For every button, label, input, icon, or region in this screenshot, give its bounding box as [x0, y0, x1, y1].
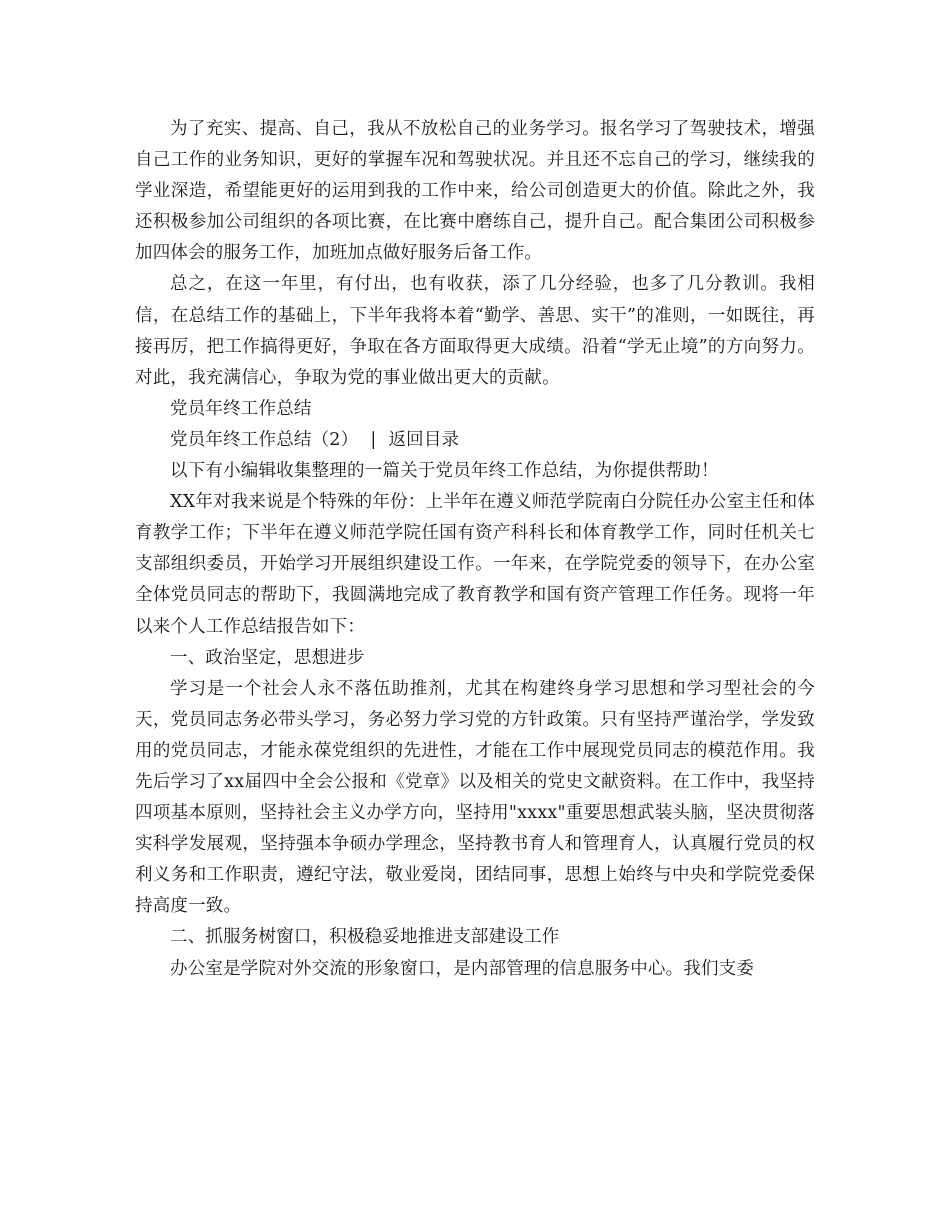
section-heading-service: 二、抓服务树窗口，积极稳妥地推进支部建设工作: [170, 927, 560, 948]
paragraph-office: 办公室是学院对外交流的形象窗口，是内部管理的信息服务中心。我们支委: [170, 958, 755, 979]
document-title: 党员年终工作总结: [170, 398, 312, 419]
subtitle-text: 党员年终工作总结（2）: [170, 429, 359, 450]
section-heading-politics: 一、政治坚定，思想进步: [170, 647, 365, 668]
document-body: [135, 114, 815, 985]
back-to-toc-link[interactable]: 返回目录: [388, 429, 460, 450]
separator: |: [370, 429, 377, 450]
paragraph-learning: 学习是一个社会人永不落伍助推剂，尤其在构建终身学习思想和学习型社会的今天，党员同志务必带头学习，务必努力学习党的方针政策。只有坚持严谨治学，学发致用的党员同志，才能永葆党组织的先进性，才能在工作中展现党员同志的模范作用。我先后学习了xx届四中全会公报和《党章》以及相关的党史文献资料。在工作中，我坚持四项基本原则，坚持社会主义办学方向，坚持用"xxxx"重要思想武装头脑，坚决贯彻落实科学发展观，坚持强本争硕办学理念，坚持教书育人和管理育人，认真履行党员的权利义务和工作职责，遵纪守法，敬业爱岗，团结同事，思想上始终与中央和学院党委保持高度一致。: [135, 678, 815, 917]
paragraph-intro: 以下有小编辑收集整理的一篇关于党员年终工作总结，为你提供帮助！: [170, 461, 719, 482]
paragraph-conclusion: 总之，在这一年里，有付出，也有收获，添了几分经验，也多了几分教训。我相信，在总结工作的基础上，下半年我将本着“勤学、善思、实干”的准则，一如既往，再接再厉，把工作搞得更好，争取在各方面取得更大成绩。沿着“学无止境”的方向努力。对此，我充满信心，争取为党的事业做出更大的贡献。: [135, 274, 815, 388]
paragraph-year-overview: XX年对我来说是个特殊的年份：上半年在遵义师范学院南白分院任办公室主任和体育教学工作；下半年在遵义师范学院任国有资产科科长和体育教学工作，同时任机关七支部组织委员，开始学习开展组织建设工作。一年来，在学院党委的领导下，在办公室全体党员同志的帮助下，我圆满地完成了教育教学和国有资产管理工作任务。现将一年以来个人工作总结报告如下：: [135, 492, 815, 637]
paragraph-self-study: 为了充实、提高、自己，我从不放松自己的业务学习。报名学习了驾驶技术，增强自己工作的业务知识，更好的掌握车况和驾驶状况。并且还不忘自己的学习，继续我的学业深造，希望能更好的运用到我的工作中来，给公司创造更大的价值。除此之外，我还积极参加公司组织的各项比赛，在比赛中磨练自己，提升自己。配合集团公司积极参加四体会的服务工作，加班加点做好服务后备工作。: [135, 119, 815, 264]
subtitle-line: [135, 425, 815, 456]
